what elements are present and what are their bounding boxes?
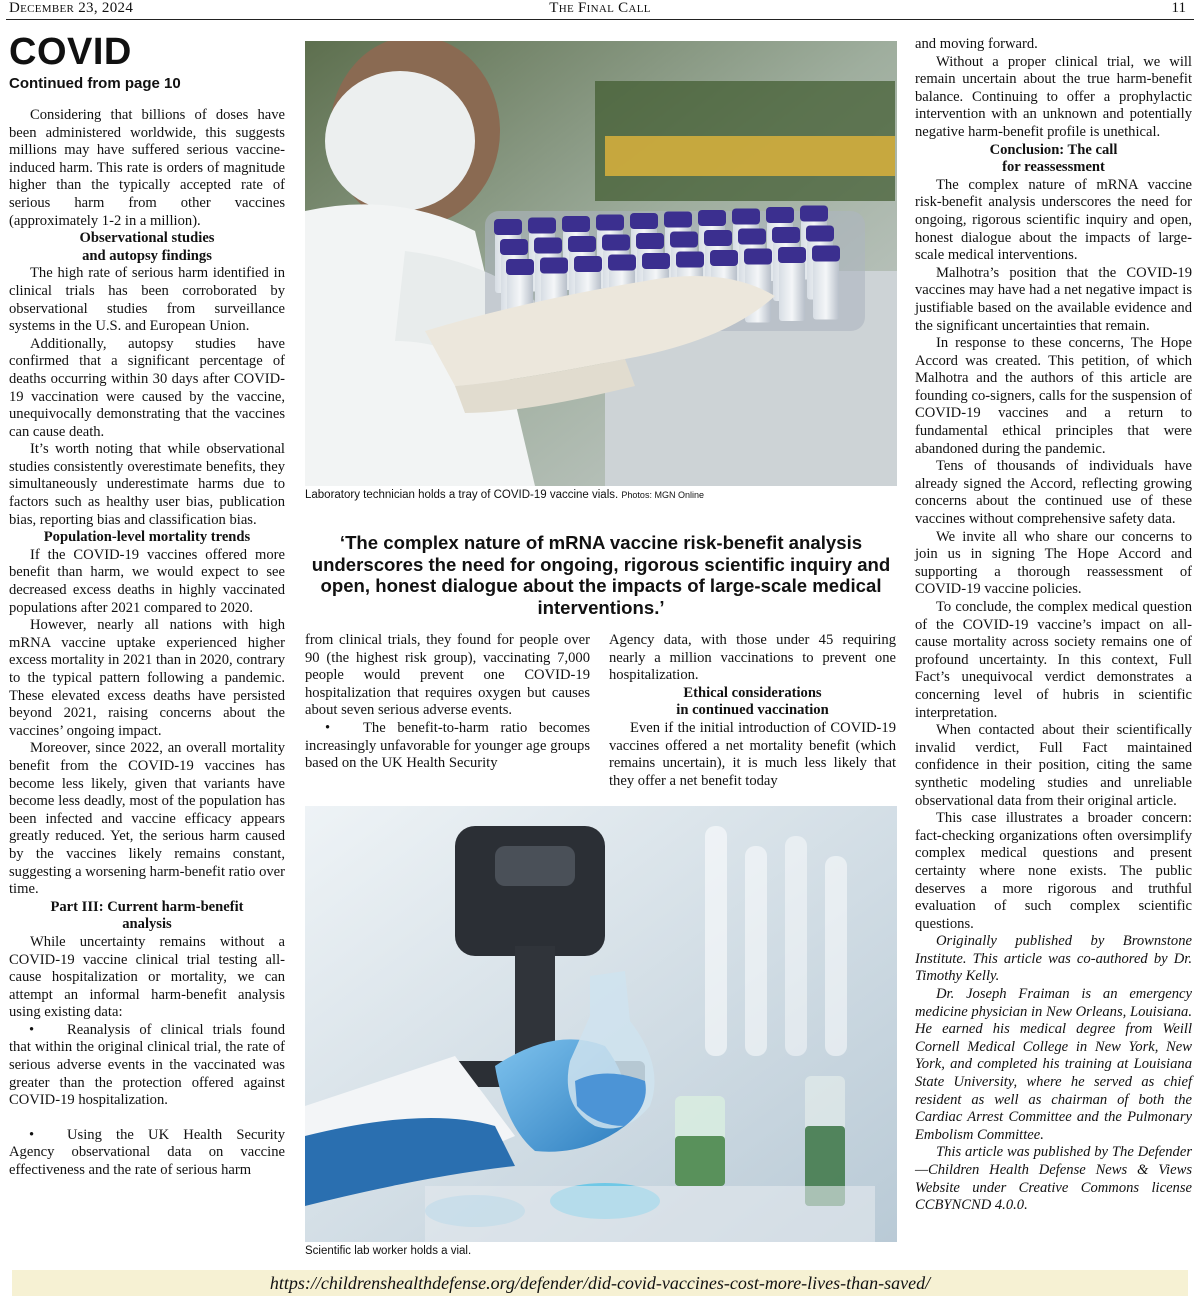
paragraph: In response to these concerns, The Hope Accord was created. This petition, of which Malhotra and the authors of this article are founding co-signers, calls for the suspension of COVID-19 vaccines and a return to fundamental ethical principles that were abandoned during the pandemic. bbox=[915, 335, 1192, 457]
vial-cap-shape bbox=[670, 232, 698, 248]
publication-name: The Final Call bbox=[549, 0, 651, 16]
vaccine-vials-photo bbox=[305, 41, 897, 486]
vial-cap-shape bbox=[528, 218, 556, 234]
vial-cap-shape bbox=[664, 212, 692, 228]
vial-cap-shape bbox=[704, 230, 732, 246]
header-rule bbox=[6, 19, 1194, 20]
vial-cap-shape bbox=[540, 258, 568, 274]
paragraph: and moving forward. bbox=[915, 36, 1038, 52]
article-column-4 bbox=[915, 36, 1192, 1215]
article-column-3 bbox=[609, 632, 896, 790]
vial-shape bbox=[813, 260, 839, 320]
subhead: Ethical considerations in continued vaccination bbox=[676, 684, 829, 719]
vial-cap-shape bbox=[642, 253, 670, 269]
vial-cap-shape bbox=[738, 229, 766, 245]
lab-worker-illustration bbox=[305, 806, 897, 1242]
bullet-item: • Using the UK Health Security Agency observational data on vaccine effectiveness and the rate of serious harm bbox=[9, 1126, 285, 1179]
source-url-link[interactable]: https://childrenshealthdefense.org/defender/did-covid-vaccines-cost-more-lives-than-saved/ bbox=[12, 1270, 1188, 1296]
vial-cap-shape bbox=[778, 247, 806, 263]
vial-cap-shape bbox=[812, 246, 840, 262]
vial-cap-shape bbox=[732, 209, 760, 225]
continued-from: Continued from page 10 bbox=[9, 75, 181, 92]
vial-cap-shape bbox=[602, 235, 630, 251]
vial-cap-shape bbox=[562, 216, 590, 232]
issue-date: December 23, 2024 bbox=[9, 0, 134, 16]
lab-worker-photo bbox=[305, 806, 897, 1242]
subhead: Population-level mortality trends bbox=[43, 529, 251, 546]
paragraph: The high rate of serious harm identified in clinical trials has been corroborated by observational studies from surveillance systems in the U.S. and European Union. bbox=[9, 265, 285, 335]
vial-cap-shape bbox=[608, 255, 636, 271]
paragraph: However, nearly all nations with high mRNA vaccine uptake experienced higher excess mortality in 2021 than in 2020, contrary to the typical pattern following a pandemic. These elevated excess deaths have persisted beyond 2021, raising concerns about the vaccines’ ongoing impact. bbox=[9, 617, 285, 739]
paragraph: While uncertainty remains without a COVID-19 vaccine clinical trial testing all-cause hospitalization or mortality, we can attempt an informal harm-benefit analysis using existing data: bbox=[9, 933, 285, 1021]
vial-cap-shape bbox=[494, 219, 522, 235]
paragraph: The complex nature of mRNA vaccine risk-benefit analysis underscores the need for ongoing, rigorous scientific inquiry and open, honest dialogue about the impacts of large-scale medical interventions. bbox=[915, 176, 1192, 264]
vial-cap-shape bbox=[568, 236, 596, 252]
photo-credit: Photos: MGN Online bbox=[621, 490, 704, 500]
paragraph: Even if the initial introduction of COVID-19 vaccines offered a net mortality benefit (which remains uncertain), it is much less likely that they offer a net benefit today bbox=[609, 719, 896, 789]
story-heading bbox=[9, 32, 289, 93]
bullet-icon: • bbox=[29, 1126, 35, 1143]
vial-cap-shape bbox=[596, 215, 624, 231]
photo-caption: Laboratory technician holds a tray of COVID-19 vaccine vials. Photos: MGN Online bbox=[305, 489, 704, 501]
author-note: Originally published by Brownstone Institute. This article was co-authored by Dr. Timothy Kelly. bbox=[915, 933, 1192, 985]
bullet-icon: • bbox=[325, 719, 331, 736]
paragraph: Considering that billions of doses have been administered worldwide, this suggests millions may have suffered serious vaccine-induced harm. This rate is orders of magnitude higher than the typically accepted rate of serious harm from other vaccines (approximately 1-2 in a million). bbox=[9, 107, 285, 229]
paragraph: Additionally, autopsy studies have confirmed that a significant percentage of deaths occurring within 30 days after COVID-19 vaccination were caused by the vaccine, unequivocally demonstrating that the vaccines can cause death. bbox=[9, 335, 285, 440]
article-column-2 bbox=[305, 632, 590, 773]
vial-cap-shape bbox=[806, 226, 834, 242]
vial-cap-shape bbox=[766, 207, 794, 223]
photo-caption: Scientific lab worker holds a vial. bbox=[305, 1245, 472, 1257]
vial-cap-shape bbox=[534, 238, 562, 254]
paragraph: When contacted about their scientifically invalid verdict, Full Fact maintained confidence in their position, citing the same synthetic modeling studies and unreliable observational data from their original article. bbox=[915, 722, 1192, 809]
vial-cap-shape bbox=[636, 233, 664, 249]
paragraph: Malhotra’s position that the COVID-19 vaccines may have had a net negative impact is justifiable based on the available evidence and the significant uncertainties that remain. bbox=[915, 264, 1192, 334]
author-bio: Dr. Joseph Fraiman is an emergency medicine physician in New Orleans, Louisiana. He earned his medical degree from Weill Cornell Medical College in New York, New York, and completed his training at Louisiana State University, where he served as chief resident as well as chairman of both the Cardiac Arrest Committee and the Pulmonary Embolism Committee. bbox=[915, 986, 1192, 1143]
bullet-item: • Reanalysis of clinical trials found that within the original clinical trial, the rate of serious adverse events in the vaccinated was greater than the protection offered against COVID-19 hospitalization. bbox=[9, 1021, 285, 1109]
vial-cap-shape bbox=[710, 250, 738, 266]
paragraph: from clinical trials, they found for people over 90 (the highest risk group), vaccinating 7,000 people would prevent one COVID-19 hospitalization that requires oxygen but causes about seven serious adverse events. bbox=[305, 632, 590, 719]
paragraph: Without a proper clinical trial, we will remain uncertain about the true harm-benefit balance. Continuing to offer a prophylactic intervention with an unknown and potentially negative harm-benefit profile is unethical. bbox=[915, 53, 1192, 140]
vial-cap-shape bbox=[676, 252, 704, 268]
vaccine-vials-illustration bbox=[305, 41, 897, 486]
pull-quote: ‘The complex nature of mRNA vaccine risk-benefit analysis underscores the need for ongoing, rigorous scientific inquiry and open, honest dialogue about the impacts of large-scale medical interventions.’ bbox=[311, 532, 891, 618]
vial-cap-shape bbox=[506, 259, 534, 275]
subhead: Observational studies and autopsy findings bbox=[79, 230, 215, 264]
paragraph: It’s worth noting that while observational studies consistently overestimate benefits, they simultaneously underestimate harms due to factors such as healthy user bias, publication bias, reporting bias and classification bias. bbox=[9, 441, 285, 528]
story-title: COVID bbox=[9, 31, 132, 73]
paragraph: We invite all who share our concerns to join us in signing The Hope Accord and supporting a thorough reassessment of COVID-19 vaccine policies. bbox=[915, 528, 1192, 598]
paragraph: Moreover, since 2022, an overall mortality benefit from the COVID-19 vaccines has become less likely, given that variants have become less deadly, most of the population has been infected and vaccine efficacy appears greatly reduced. Yet, the serious harm caused by the vaccines likely remains constant, suggesting a worsening harm-benefit ratio over time. bbox=[9, 740, 285, 898]
page-header bbox=[0, 0, 1200, 19]
vial-cap-shape bbox=[800, 206, 828, 222]
paragraph: Agency data, with those under 45 requiring nearly a million vaccinations to prevent one hospitalization. bbox=[609, 632, 896, 684]
vial-shape bbox=[779, 261, 805, 321]
bullet-item: • The benefit-to-harm ratio becomes increasingly unfavorable for younger age groups based on the UK Health Security bbox=[305, 719, 590, 772]
vial-cap-shape bbox=[574, 256, 602, 272]
vial-cap-shape bbox=[500, 239, 528, 255]
subhead: Conclusion: The call for reassessment bbox=[989, 141, 1118, 176]
page-number: 11 bbox=[1171, 0, 1186, 16]
vial-cap-shape bbox=[772, 227, 800, 243]
paragraph: If the COVID-19 vaccines offered more benefit than harm, we would expect to see decreased excess deaths in highly vaccinated populations after 2021 compared to 2020. bbox=[9, 546, 285, 616]
paragraph: This case illustrates a broader concern: fact-checking organizations often oversimplify complex medical questions and present certainty where none exists. The public deserves a more rigorous and truthful evaluation of such complex scientific questions. bbox=[915, 810, 1192, 932]
vial-cap-shape bbox=[630, 213, 658, 229]
license-note: This article was published by The Defender—Children Health Defense News & Views Website under Creative Commons license CCBYNCND 4.0.0. bbox=[915, 1144, 1192, 1214]
bullet-icon: • bbox=[29, 1021, 35, 1038]
subhead: Part III: Current harm-benefit analysis bbox=[50, 898, 244, 933]
article-column-1 bbox=[9, 107, 285, 1180]
vial-cap-shape bbox=[698, 210, 726, 226]
vial-cap-shape bbox=[744, 249, 772, 265]
paragraph: To conclude, the complex medical question of the COVID-19 vaccine’s impact on all-cause mortality across society remains one of profound uncertainty. In this context, Full Fact’s unequivocal verdict demonstrates a concerning level of hubris in scientific interpretation. bbox=[915, 599, 1192, 721]
paragraph: Tens of thousands of individuals have already signed the Accord, reflecting growing concerns about the continued use of these vaccines without comprehensive safety data. bbox=[915, 458, 1192, 528]
